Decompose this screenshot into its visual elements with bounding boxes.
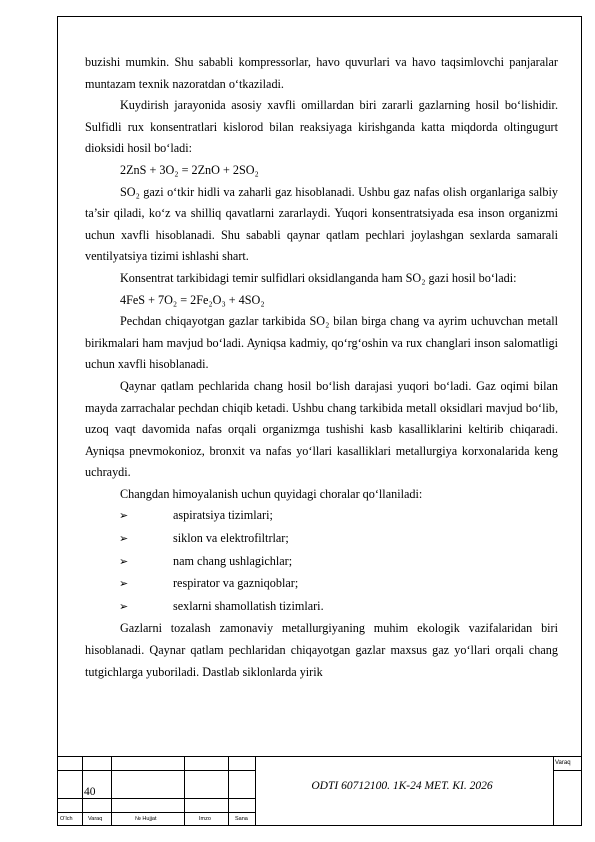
paragraph: Pechdan chiqayotgan gazlar tarkibida SO₂ bilan birga chang va ayrim uchuvchan metall birikmalari ham mavjud bo‘ladi. Ayniqsa kadmiy, qo‘rg‘oshin va rux changlari inson salomatligi uchun xavfli hisoblanadi. [85, 314, 558, 372]
paragraph: Konsentrat tarkibidagi temir sulfidlari oksidlanganda ham SO₂ gazi hosil bo‘ladi: [120, 270, 517, 285]
equation: 4FeS + 7O₂ = 2Fe₂O₃ + 4SO₂ [120, 292, 265, 307]
paragraph: Qaynar qatlam pechlarida chang hosil bo‘lish darajasi yuqori bo‘ladi. Gaz oqimi bilan mayda zarrachalar pechdan chiqib ketadi. Ushbu chang tarkibida metall oksidlari mavjud bo‘lib, uzoq vaqt davomida nafas orqali organizmga tushishi kasb kasalliklarini keltirib chiqaradi. Ayniqsa pnevmokonioz, bronxit va nafas yo‘llari kasalliklari metallurgiya korxonalarida keng uchraydi. [85, 378, 558, 480]
list-item: ➢ siklon va elektrofiltrlar; [85, 528, 558, 551]
col-imzo: Imzo [199, 816, 211, 822]
page-number: 40 [84, 786, 96, 798]
list-item: ➢ aspiratsiya tizimlari; [85, 505, 558, 528]
col-varaq: Varaq [88, 816, 103, 822]
col-hujjat: № Hujjat [135, 816, 157, 822]
list-item: ➢ respirator va gazniqoblar; [85, 573, 558, 596]
list-item: ➢ sexlarni shamollatish tizimlari. [85, 596, 558, 619]
sheet-label: Varaq [555, 760, 571, 766]
paragraph: Kuydirish jarayonida asosiy xavfli omillardan biri zararli gazlarning hosil bo‘lishidir. Sulfidli rux konsentratlari kislorod bilan reaksiyaga kirishganda katta miqdorda oltingugurt dioksidi hosil bo‘ladi: [85, 98, 558, 156]
bullet-list [85, 505, 558, 618]
list-item: ➢ nam chang ushlagichlar; [85, 551, 558, 574]
body-text [85, 52, 558, 683]
paragraph: Changdan himoyalanish uchun quyidagi choralar qo‘llaniladi: [120, 486, 423, 501]
col-olch: O‘lch [60, 816, 73, 822]
arrow-bullet-icon: ➢ [119, 510, 129, 523]
paragraph: Gazlarni tozalash zamonaviy metallurgiyaning muhim ekologik vazifalaridan biri hisoblanadi. Qaynar qatlam pechlaridan chiqayotgan gazlar maxsus gaz yo‘llari orqali chang tutgichlarga yuboriladi. Dastlab siklonlarda yirik [85, 621, 558, 679]
equation: 2ZnS + 3O₂ = 2ZnO + 2SO₂ [120, 162, 259, 177]
arrow-bullet-icon: ➢ [119, 600, 129, 613]
paragraph: SO₂ gazi o‘tkir hidli va zaharli gaz hisoblanadi. Ushbu gaz nafas olish organlariga salbiy ta’sir qiladi, ko‘z va shilliq qavatlarni zararlaydi. Yuqori konsentratsiyada esa inson organizmi uchun xavfli hisoblanadi. Shu sababli qaynar qatlam pechlari joylashgan sexlarda samarali ventilyatsiya tizimi ishlashi shart. [85, 184, 558, 264]
arrow-bullet-icon: ➢ [119, 555, 129, 568]
arrow-bullet-icon: ➢ [119, 533, 129, 546]
paragraph: buzishi mumkin. Shu sababli kompressorlar, havo quvurlari va havo taqsimlovchi panjaralar muntazam texnik nazoratdan o‘tkaziladi. [85, 55, 558, 91]
col-sana: Sana [235, 816, 248, 822]
arrow-bullet-icon: ➢ [119, 578, 129, 591]
document-code: ODTI 60712100. 1K-24 MET. KI. 2026 [311, 780, 493, 792]
title-block [57, 756, 582, 826]
